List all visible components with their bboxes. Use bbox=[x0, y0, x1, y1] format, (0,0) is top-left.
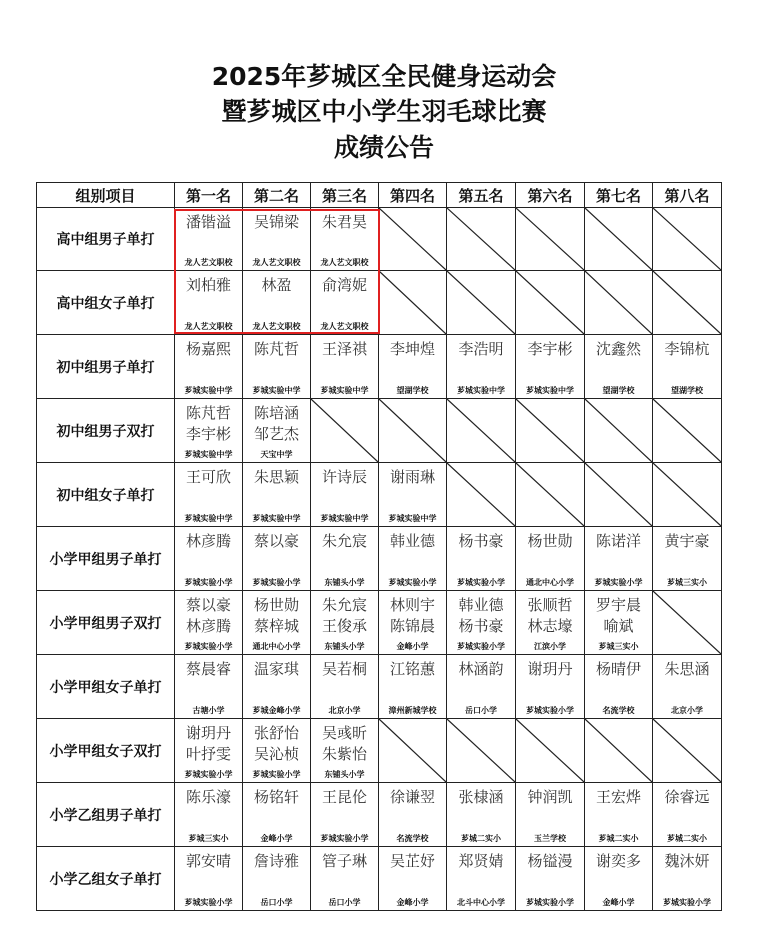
player-name: 温家琪 bbox=[253, 660, 299, 678]
school-name: 芗城实验小学 bbox=[320, 834, 369, 843]
school-name: 芗城实验中学 bbox=[252, 386, 301, 395]
player-name: 喻斌 bbox=[603, 617, 634, 635]
result-cell bbox=[243, 847, 311, 911]
empty-cell bbox=[585, 463, 653, 527]
diagonal-slash bbox=[447, 719, 515, 782]
result-cell bbox=[311, 719, 379, 783]
result-cell bbox=[516, 591, 585, 655]
diagonal-slash bbox=[516, 271, 584, 334]
school-name: 芗城实验中学 bbox=[320, 514, 369, 523]
result-cell bbox=[585, 847, 653, 911]
table-row bbox=[37, 527, 722, 591]
result-cell bbox=[175, 847, 243, 911]
player-name: 李坤煌 bbox=[389, 340, 435, 358]
school-name: 芗城三实小 bbox=[598, 642, 639, 651]
empty-cell bbox=[653, 271, 722, 335]
results-table bbox=[36, 182, 722, 911]
player-name: 管子琳 bbox=[321, 852, 367, 870]
table-row bbox=[37, 655, 722, 719]
result-cell bbox=[516, 783, 585, 847]
player-name: 詹诗雅 bbox=[253, 852, 299, 870]
diagonal-slash bbox=[585, 719, 652, 782]
player-name: 蔡晨睿 bbox=[185, 660, 231, 678]
school-name: 龙人艺文职校 bbox=[252, 322, 301, 331]
diagonal-slash bbox=[653, 719, 721, 782]
school-name: 芗城实验中学 bbox=[526, 386, 574, 395]
school-name: 名流学校 bbox=[602, 706, 635, 715]
result-cell bbox=[243, 399, 311, 463]
empty-cell bbox=[653, 719, 722, 783]
result-cell bbox=[175, 271, 243, 335]
result-cell bbox=[311, 783, 379, 847]
row-category: 高中组女子单打 bbox=[37, 271, 175, 335]
player-name: 王宏烨 bbox=[595, 788, 641, 806]
player-name: 谢玥丹 bbox=[185, 724, 231, 742]
header-place-1: 第一名 bbox=[175, 183, 243, 208]
player-name: 杨晴伊 bbox=[595, 660, 641, 678]
school-name: 金峰小学 bbox=[396, 898, 429, 907]
empty-cell bbox=[516, 208, 585, 271]
school-name: 东铺头小学 bbox=[324, 642, 365, 651]
row-category: 小学乙组女子单打 bbox=[37, 847, 175, 911]
result-cell bbox=[447, 783, 516, 847]
school-name: 芗城实验中学 bbox=[388, 514, 437, 523]
table-row bbox=[37, 271, 722, 335]
empty-cell bbox=[653, 591, 722, 655]
row-category: 小学甲组女子单打 bbox=[37, 655, 175, 719]
diagonal-slash bbox=[379, 719, 446, 782]
player-name: 王昆伦 bbox=[321, 788, 367, 806]
player-name: 李浩明 bbox=[458, 340, 504, 358]
empty-cell bbox=[585, 208, 653, 271]
school-name: 芗城实验中学 bbox=[320, 386, 369, 395]
school-name: 芗城二实小 bbox=[667, 834, 707, 843]
result-cell bbox=[447, 527, 516, 591]
school-name: 漳州新城学校 bbox=[388, 706, 437, 715]
empty-cell bbox=[379, 399, 447, 463]
result-cell bbox=[379, 783, 447, 847]
row-category: 小学甲组男子双打 bbox=[37, 591, 175, 655]
result-cell bbox=[175, 463, 243, 527]
player-name: 林志壕 bbox=[527, 617, 573, 635]
player-name: 杨镒漫 bbox=[527, 852, 573, 870]
header-place-8: 第八名 bbox=[653, 183, 722, 208]
row-category: 小学甲组女子双打 bbox=[37, 719, 175, 783]
player-name: 叶抒雯 bbox=[185, 745, 231, 763]
result-cell bbox=[243, 335, 311, 399]
result-cell bbox=[379, 463, 447, 527]
player-name: 陈芃哲 bbox=[185, 404, 231, 422]
diagonal-slash bbox=[379, 271, 446, 334]
school-name: 龙人艺文职校 bbox=[320, 322, 369, 331]
school-name: 东铺头小学 bbox=[324, 770, 365, 779]
result-cell bbox=[311, 527, 379, 591]
row-category: 小学甲组男子单打 bbox=[37, 527, 175, 591]
result-cell bbox=[653, 335, 722, 399]
player-name: 郭安晴 bbox=[185, 852, 231, 870]
school-name: 望湖学校 bbox=[602, 386, 635, 395]
result-cell bbox=[653, 847, 722, 911]
player-name: 谢奕多 bbox=[595, 852, 641, 870]
school-name: 岳口小学 bbox=[260, 898, 293, 907]
school-name: 芗城二实小 bbox=[598, 834, 639, 843]
player-name: 林盈 bbox=[261, 276, 292, 294]
player-name: 蔡以豪 bbox=[185, 596, 231, 614]
diagonal-slash bbox=[653, 399, 721, 462]
diagonal-slash bbox=[585, 463, 652, 526]
diagonal-slash bbox=[653, 591, 721, 654]
empty-cell bbox=[653, 208, 722, 271]
result-cell bbox=[243, 463, 311, 527]
empty-cell bbox=[516, 719, 585, 783]
result-cell bbox=[653, 527, 722, 591]
result-cell bbox=[311, 591, 379, 655]
result-cell bbox=[516, 655, 585, 719]
school-name: 望湖学校 bbox=[671, 386, 703, 395]
result-cell bbox=[175, 783, 243, 847]
empty-cell bbox=[447, 208, 516, 271]
school-name: 芗城实验小学 bbox=[252, 770, 301, 779]
result-cell bbox=[311, 271, 379, 335]
school-name: 芗城实验小学 bbox=[663, 898, 711, 907]
title-line-2: 暨芗城区中小学生羽毛球比赛 bbox=[221, 97, 547, 126]
school-name: 芗城二实小 bbox=[461, 834, 501, 843]
school-name: 通北中心小学 bbox=[252, 642, 301, 651]
player-name: 吴彧昕 bbox=[321, 724, 367, 742]
school-name: 芗城实验小学 bbox=[184, 898, 233, 907]
table-row bbox=[37, 847, 722, 911]
empty-cell bbox=[585, 399, 653, 463]
player-name: 许诗辰 bbox=[321, 468, 367, 486]
title-line-1: 2025年芗城区全民健身运动会 bbox=[211, 62, 557, 91]
result-cell bbox=[585, 527, 653, 591]
player-name: 邹艺杰 bbox=[253, 425, 299, 443]
player-name: 杨书豪 bbox=[458, 532, 504, 550]
school-name: 名流学校 bbox=[396, 834, 429, 843]
player-name: 陈乐濠 bbox=[185, 788, 231, 806]
result-cell bbox=[516, 527, 585, 591]
player-name: 魏沐妍 bbox=[664, 852, 710, 870]
table-row bbox=[37, 591, 722, 655]
result-cell bbox=[585, 783, 653, 847]
player-name: 朱紫怡 bbox=[321, 745, 367, 763]
header-place-3: 第三名 bbox=[311, 183, 379, 208]
player-name: 李宇彬 bbox=[527, 340, 573, 358]
player-name: 朱允宸 bbox=[321, 596, 367, 614]
row-category: 小学乙组男子单打 bbox=[37, 783, 175, 847]
player-name: 林则宇 bbox=[389, 596, 435, 614]
player-name: 江铭蕙 bbox=[389, 660, 435, 678]
school-name: 江滨小学 bbox=[534, 642, 566, 651]
diagonal-slash bbox=[653, 463, 721, 526]
school-name: 北京小学 bbox=[328, 706, 361, 715]
player-name: 吴锦梁 bbox=[253, 213, 299, 231]
result-cell bbox=[379, 335, 447, 399]
empty-cell bbox=[379, 271, 447, 335]
diagonal-slash bbox=[585, 271, 652, 334]
empty-cell bbox=[447, 271, 516, 335]
player-name: 郑贤婧 bbox=[458, 852, 504, 870]
school-name: 北斗中心小学 bbox=[457, 898, 505, 907]
school-name: 芗城实验小学 bbox=[184, 770, 233, 779]
player-name: 杨嘉熙 bbox=[185, 340, 231, 358]
school-name: 龙人艺文职校 bbox=[320, 258, 369, 267]
school-name: 玉兰学校 bbox=[534, 834, 566, 843]
result-cell bbox=[379, 527, 447, 591]
result-cell bbox=[447, 591, 516, 655]
diagonal-slash bbox=[653, 208, 721, 270]
player-name: 朱君昊 bbox=[321, 213, 367, 231]
diagonal-slash bbox=[516, 208, 584, 270]
player-name: 吴芷妤 bbox=[389, 852, 435, 870]
school-name: 龙人艺文职校 bbox=[184, 322, 233, 331]
results-body bbox=[37, 208, 722, 911]
player-name: 蔡梓城 bbox=[253, 617, 299, 635]
header-place-4: 第四名 bbox=[379, 183, 447, 208]
table-row bbox=[37, 719, 722, 783]
empty-cell bbox=[447, 399, 516, 463]
player-name: 杨铭轩 bbox=[253, 788, 299, 806]
school-name: 北京小学 bbox=[671, 706, 703, 715]
player-name: 杨世勋 bbox=[253, 596, 299, 614]
title-line-3: 成绩公告 bbox=[333, 133, 434, 162]
result-cell bbox=[585, 335, 653, 399]
result-cell bbox=[243, 719, 311, 783]
result-cell bbox=[175, 719, 243, 783]
result-cell bbox=[243, 527, 311, 591]
school-name: 望湖学校 bbox=[396, 386, 429, 395]
player-name: 杨书豪 bbox=[458, 617, 504, 635]
table-row bbox=[37, 399, 722, 463]
header-category: 组别项目 bbox=[37, 183, 175, 208]
school-name: 芗城实验中学 bbox=[252, 514, 301, 523]
school-name: 龙人艺文职校 bbox=[184, 258, 233, 267]
table-row bbox=[37, 463, 722, 527]
school-name: 岳口小学 bbox=[465, 706, 497, 715]
player-name: 李锦杭 bbox=[664, 340, 710, 358]
player-name: 沈鑫然 bbox=[595, 340, 641, 358]
school-name: 芗城三实小 bbox=[188, 834, 229, 843]
player-name: 林涵韵 bbox=[458, 660, 504, 678]
result-cell bbox=[447, 335, 516, 399]
empty-cell bbox=[585, 719, 653, 783]
school-name: 芗城实验小学 bbox=[594, 578, 643, 587]
result-cell bbox=[311, 208, 379, 271]
school-name: 龙人艺文职校 bbox=[252, 258, 301, 267]
result-cell bbox=[311, 335, 379, 399]
player-name: 杨世勋 bbox=[527, 532, 573, 550]
diagonal-slash bbox=[379, 208, 446, 270]
player-name: 王可欣 bbox=[185, 468, 231, 486]
player-name: 刘柏雅 bbox=[185, 276, 231, 294]
result-cell bbox=[447, 847, 516, 911]
school-name: 芗城实验小学 bbox=[457, 578, 505, 587]
school-name: 芗城实验中学 bbox=[184, 514, 233, 523]
diagonal-slash bbox=[653, 271, 721, 334]
result-cell bbox=[175, 591, 243, 655]
table-row bbox=[37, 335, 722, 399]
school-name: 古塘小学 bbox=[192, 706, 225, 715]
player-name: 吴若桐 bbox=[321, 660, 367, 678]
diagonal-slash bbox=[585, 399, 652, 462]
school-name: 金峰小学 bbox=[260, 834, 293, 843]
result-cell bbox=[175, 655, 243, 719]
result-cell bbox=[653, 655, 722, 719]
row-category: 初中组女子单打 bbox=[37, 463, 175, 527]
player-name: 黄宇豪 bbox=[664, 532, 710, 550]
diagonal-slash bbox=[585, 208, 652, 270]
header-place-2: 第二名 bbox=[243, 183, 311, 208]
table-row bbox=[37, 783, 722, 847]
result-cell bbox=[447, 655, 516, 719]
header-place-5: 第五名 bbox=[447, 183, 516, 208]
result-cell bbox=[243, 208, 311, 271]
diagonal-slash bbox=[516, 719, 584, 782]
empty-cell bbox=[447, 719, 516, 783]
empty-cell bbox=[516, 271, 585, 335]
player-name: 林彦腾 bbox=[185, 617, 231, 635]
empty-cell bbox=[516, 399, 585, 463]
result-cell bbox=[311, 655, 379, 719]
player-name: 俞湾妮 bbox=[321, 276, 367, 294]
result-cell bbox=[243, 591, 311, 655]
diagonal-slash bbox=[447, 463, 515, 526]
result-cell bbox=[311, 463, 379, 527]
empty-cell bbox=[653, 399, 722, 463]
result-cell bbox=[243, 655, 311, 719]
player-name: 林彦腾 bbox=[185, 532, 231, 550]
diagonal-slash bbox=[447, 399, 515, 462]
player-name: 徐谦翌 bbox=[389, 788, 435, 806]
school-name: 芗城实验小学 bbox=[457, 642, 505, 651]
school-name: 芗城实验小学 bbox=[184, 642, 233, 651]
empty-cell bbox=[311, 399, 379, 463]
empty-cell bbox=[653, 463, 722, 527]
player-name: 韩业德 bbox=[389, 532, 435, 550]
header-row bbox=[37, 183, 722, 208]
empty-cell bbox=[379, 719, 447, 783]
school-name: 芗城三实小 bbox=[667, 578, 707, 587]
result-cell bbox=[585, 591, 653, 655]
row-category: 初中组男子双打 bbox=[37, 399, 175, 463]
player-name: 陈培涵 bbox=[253, 404, 299, 422]
result-cell bbox=[516, 335, 585, 399]
player-name: 张舒怡 bbox=[253, 724, 299, 742]
player-name: 朱允宸 bbox=[321, 532, 367, 550]
player-name: 陈诺洋 bbox=[595, 532, 641, 550]
school-name: 东铺头小学 bbox=[324, 578, 365, 587]
player-name: 陈芃哲 bbox=[253, 340, 299, 358]
result-cell bbox=[175, 399, 243, 463]
result-cell bbox=[379, 655, 447, 719]
diagonal-slash bbox=[311, 399, 378, 462]
result-cell bbox=[585, 655, 653, 719]
result-cell bbox=[243, 271, 311, 335]
school-name: 芗城实验中学 bbox=[184, 386, 233, 395]
table-row bbox=[37, 208, 722, 271]
empty-cell bbox=[516, 463, 585, 527]
player-name: 钟润凯 bbox=[527, 788, 573, 806]
header-place-6: 第六名 bbox=[516, 183, 585, 208]
school-name: 金峰小学 bbox=[396, 642, 429, 651]
player-name: 罗宇晨 bbox=[595, 596, 641, 614]
player-name: 王俊承 bbox=[321, 617, 367, 635]
result-cell bbox=[311, 847, 379, 911]
result-cell bbox=[175, 527, 243, 591]
diagonal-slash bbox=[447, 208, 515, 270]
player-name: 韩业德 bbox=[458, 596, 504, 614]
header-place-7: 第七名 bbox=[585, 183, 653, 208]
school-name: 金峰小学 bbox=[602, 898, 635, 907]
school-name: 芗城实验中学 bbox=[457, 386, 505, 395]
player-name: 朱思涵 bbox=[664, 660, 710, 678]
school-name: 天宝中学 bbox=[260, 450, 293, 459]
school-name: 芗城实验小学 bbox=[388, 578, 437, 587]
diagonal-slash bbox=[516, 463, 584, 526]
row-category: 初中组男子单打 bbox=[37, 335, 175, 399]
player-name: 李宇彬 bbox=[185, 425, 231, 443]
row-category: 高中组男子单打 bbox=[37, 208, 175, 271]
school-name: 芗城实验小学 bbox=[184, 578, 233, 587]
result-cell bbox=[379, 591, 447, 655]
player-name: 蔡以豪 bbox=[253, 532, 299, 550]
school-name: 通北中心小学 bbox=[526, 578, 574, 587]
school-name: 芗城实验小学 bbox=[526, 706, 574, 715]
player-name: 陈锦晨 bbox=[389, 617, 435, 635]
player-name: 潘锴溢 bbox=[185, 213, 231, 231]
result-cell bbox=[516, 847, 585, 911]
player-name: 谢雨琳 bbox=[389, 468, 435, 486]
player-name: 徐睿远 bbox=[664, 788, 710, 806]
result-cell bbox=[175, 208, 243, 271]
player-name: 张顺哲 bbox=[527, 596, 573, 614]
school-name: 芗城实验小学 bbox=[526, 898, 574, 907]
empty-cell bbox=[379, 208, 447, 271]
player-name: 谢玥丹 bbox=[527, 660, 573, 678]
diagonal-slash bbox=[516, 399, 584, 462]
player-name: 王泽祺 bbox=[321, 340, 367, 358]
empty-cell bbox=[585, 271, 653, 335]
result-cell bbox=[379, 847, 447, 911]
player-name: 张棣涵 bbox=[458, 788, 504, 806]
player-name: 朱思颖 bbox=[253, 468, 299, 486]
player-name: 吴沁桢 bbox=[253, 745, 299, 763]
result-cell bbox=[243, 783, 311, 847]
diagonal-slash bbox=[447, 271, 515, 334]
result-cell bbox=[653, 783, 722, 847]
school-name: 岳口小学 bbox=[328, 898, 361, 907]
school-name: 芗城实验小学 bbox=[252, 578, 301, 587]
empty-cell bbox=[447, 463, 516, 527]
diagonal-slash bbox=[379, 399, 446, 462]
result-cell bbox=[175, 335, 243, 399]
school-name: 芗城金峰小学 bbox=[252, 706, 301, 715]
school-name: 芗城实验中学 bbox=[184, 450, 233, 459]
